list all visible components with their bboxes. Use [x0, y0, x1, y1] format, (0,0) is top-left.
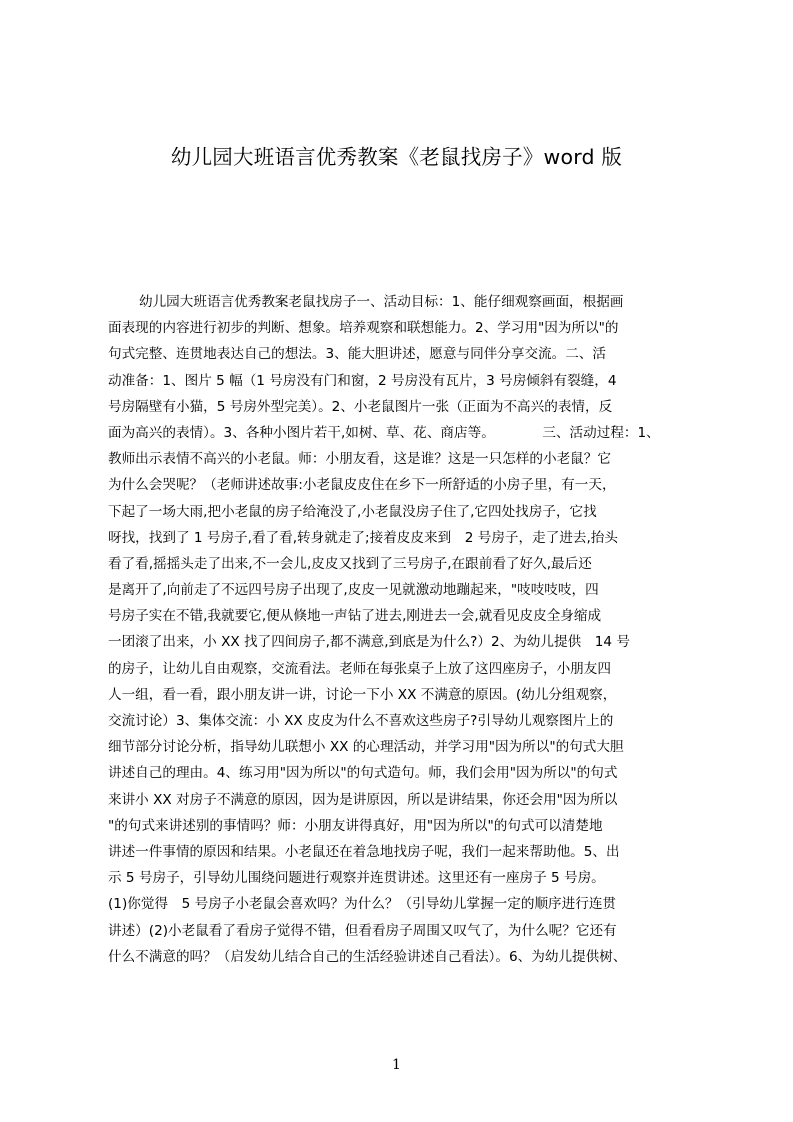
body-line: (1)你觉得 5 号房子小老鼠会喜欢吗？为什么？（引导幼儿掌握一定的顺序进行连贯	[108, 896, 617, 913]
body-line: 示 5 号房子，引导幼儿围绕问题进行观察并连贯讲述。这里还有一座房子 5 号房。	[108, 870, 605, 887]
body-line: 号房隔壁有小猫，5 号房外型完美）。2、小老鼠图片一张（正面为不高兴的表情，反	[108, 398, 613, 415]
body-line: 下起了一场大雨,把小老鼠的房子给淹没了,小老鼠没房子住了,它四处找房子，它找	[108, 503, 597, 520]
body-line: 什么不满意的吗？（启发幼儿结合自己的生活经验讲述自己看法）。6、为幼儿提供树、	[108, 948, 627, 965]
body-line: 是离开了,向前走了不远四号房子出现了,皮皮一见就激动地蹦起来，"吱吱吱吱，四	[108, 582, 599, 599]
page-number: 1	[392, 1057, 401, 1073]
body-line: 细节部分讨论分析，指导幼儿联想小 XX 的心理活动，并学习用"因为所以"的句式大胆	[108, 739, 624, 756]
body-line: 讲述自己的理由。4、练习用"因为所以"的句式造句。师，我们会用"因为所以"的句式	[108, 765, 618, 782]
body-line: 教师出示表情不高兴的小老鼠。师：小朋友看，这是谁？这是一只怎样的小老鼠？它	[108, 451, 611, 468]
body-line: 一团滚了出来，小 XX 找了四间房子,都不满意,到底是为什么?）2、为幼儿提供 14 号	[108, 634, 630, 651]
body-line: 来讲小 XX 对房子不满意的原因，因为是讲原因，所以是讲结果，你还会用"因为所以	[108, 791, 618, 808]
body-line: 面表现的内容进行初步的判断、想象。培养观察和联想能力。2、学习用"因为所以"的	[108, 320, 619, 337]
body-line: 幼儿园大班语言优秀教案老鼠找房子一、活动目标：1、能仔细观察画面，根据画	[139, 294, 624, 310]
document-title: 幼儿园大班语言优秀教案《老鼠找房子》word 版	[170, 145, 623, 169]
body-text	[108, 289, 698, 971]
body-line: 号房子实在不错,我就要它,便从倏地一声钻了进去,刚进去一会,就看见皮皮全身缩成	[108, 608, 602, 625]
body-line: 的房子，让幼儿自由观察，交流看法。老师在每张桌子上放了这四座房子，小朋友四	[108, 660, 611, 677]
body-line: 人一组，看一看，跟小朋友讲一讲，讨论一下小 XX 不满意的原因。(幼儿分组观察，	[108, 686, 617, 703]
body-line: 句式完整、连贯地表达自己的想法。3、能大胆讲述，愿意与同伴分享交流。二、活	[108, 346, 607, 363]
body-line: 交流讨论）3、集体交流：小 XX 皮皮为什么不喜欢这些房子?引导幼儿观察图片上的	[108, 713, 614, 729]
body-line: "的句式来讲述别的事情吗？师：小朋友讲得真好，用"因为所以"的句式可以清楚地	[108, 817, 603, 834]
body-line: 为什么会哭呢？（老师讲述故事:小老鼠皮皮住在乡下一所舒适的小房子里，有一天，	[108, 477, 616, 494]
body-line: 讲述一件事情的原因和结果。小老鼠还在着急地找房子呢，我们一起来帮助他。5、出	[108, 843, 620, 860]
body-line: 呀找，找到了 1 号房子,看了看,转身就走了;接着皮皮来到 2 号房子，走了进去,抬头	[108, 529, 618, 546]
body-line: 看了看,摇摇头走了出来,不一会儿,皮皮又找到了三号房子,在跟前看了好久,最后还	[108, 555, 592, 572]
body-line: 面为高兴的表情）。3、各种小图片若干,如树、草、花、商店等。 三、活动过程：1、	[108, 424, 660, 441]
body-line: 动准备：1、图片 5 幅（1 号房没有门和窗，2 号房没有瓦片，3 号房倾斜有裂缝，4	[108, 372, 617, 389]
body-line: 讲述）(2)小老鼠看了看房子觉得不错，但看看房子周围又叹气了，为什么呢？它还有	[108, 922, 617, 939]
